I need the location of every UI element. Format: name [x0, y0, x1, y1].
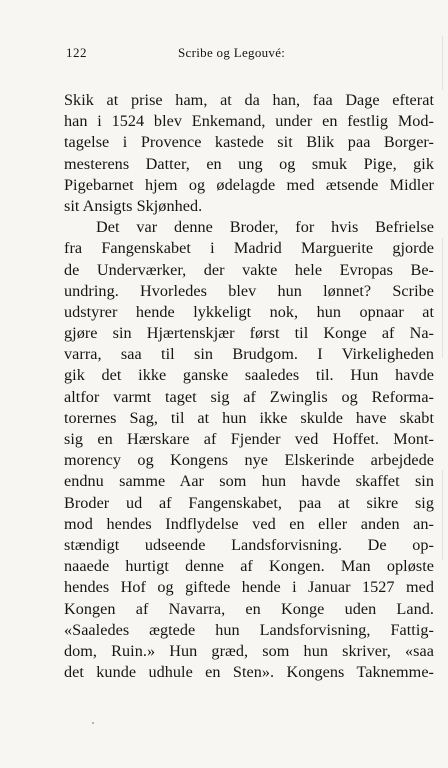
- text-line: altfor varmt taget sig af Zwinglis og Reforma-: [64, 387, 434, 406]
- text-line: det kunde udhule en Sten». Kongens Taknemme-: [64, 663, 434, 682]
- body-text: [64, 90, 434, 683]
- text-line: varra, saa til sin Brudgom. I Virkeligheden: [64, 345, 434, 364]
- text-line: Det var denne Broder, for hvis Befrielse: [96, 218, 434, 237]
- text-line: hendes Hof og giftede hende i Januar 1527 med: [64, 578, 434, 597]
- text-line: de Underværker, der vakte hele Evropas Be-: [64, 260, 434, 279]
- page-edge-mark: [442, 36, 443, 90]
- text-line: «Saaledes ægtede hun Landsforvisning, Fattig-: [64, 620, 434, 639]
- page-edge-mark: [442, 470, 443, 560]
- text-line: han i 1524 blev Enkemand, under en festlig Mod-: [64, 112, 434, 131]
- text-line: morency og Kongens nye Elskerinde arbejdede: [64, 451, 434, 470]
- text-line: undring. Hvorledes blev hun lønnet? Scribe: [64, 281, 434, 300]
- running-head: Scribe og Legouvé:: [178, 45, 286, 60]
- page-number: 122: [66, 45, 87, 60]
- text-line: Broder ud af Fangenskabet, paa at sikre sig: [64, 493, 434, 512]
- text-line: sig en Hærskare af Fjender ved Hoffet. Mont-: [64, 430, 434, 448]
- text-line: sit Ansigts Skjønhed.: [64, 196, 203, 215]
- text-line: dom, Ruin.» Hun græd, som hun skriver, «saa: [64, 641, 434, 660]
- text-line: naaede hurtigt denne af Kongen. Man opløste: [64, 557, 434, 576]
- text-line: udstyrer hende lykkeligt nok, hun opnaar at: [64, 302, 434, 321]
- text-line: gik det ikke ganske saaledes til. Hun havde: [64, 366, 434, 385]
- text-line: fra Fangenskabet i Madrid Marguerite gjorde: [64, 239, 434, 258]
- text-line: endnu samme Aar som hun havde skaffet sin: [64, 472, 434, 491]
- page-edge-mark: [442, 238, 443, 358]
- text-line: Kongen af Navarra, en Konge uden Land.: [64, 599, 434, 618]
- page-header: [66, 44, 429, 62]
- text-line: torernes Sag, til at hun ikke skulde have skabt: [64, 408, 434, 427]
- text-line: gjøre sin Hjærtenskjær først til Konge af Na-: [64, 324, 434, 343]
- text-line: mod hendes Indflydelse ved en eller anden an-: [64, 514, 434, 533]
- text-line: Skik at prise ham, at da han, faa Dage efterat: [64, 91, 434, 109]
- ink-speck: [92, 722, 94, 724]
- text-line: stændigt udseende Landsforvisning. De op-: [64, 535, 434, 554]
- text-line: Pigebarnet hjem og ødelagde med ætsende Midler: [64, 175, 434, 194]
- text-line: tagelse i Provence kastede sit Blik paa Borger-: [64, 133, 434, 152]
- text-line: mesterens Datter, en ung og smuk Pige, gik: [64, 154, 434, 173]
